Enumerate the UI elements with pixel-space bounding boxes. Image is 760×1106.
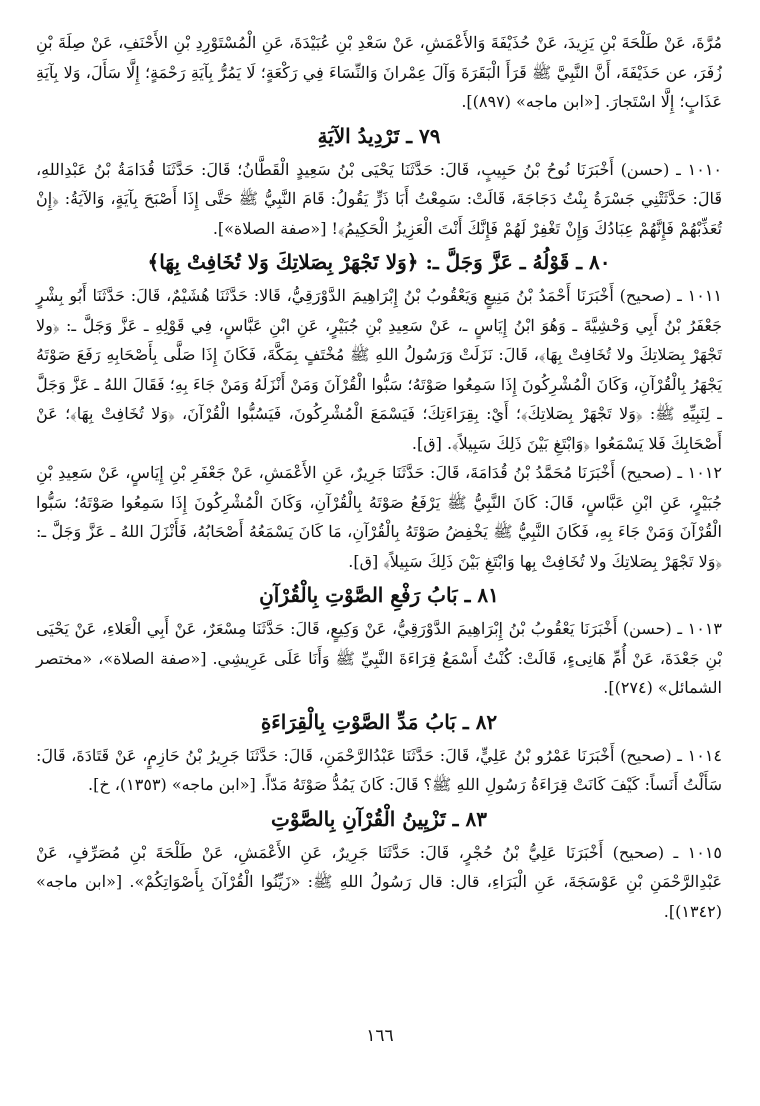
opening-paragraph: مُرَّةَ، عَنْ طَلْحَةَ بْنِ يَزِيدَ، عَنْ حُذَيْفَةَ وَالأَعْمَشِ، عَنْ سَعْدِ بْنِ عُبَيْدَةَ، عَنِ الْمُسْتَوْرِدِ بْنِ الأَحْنَفِ، عَنْ صِلَةَ بْنِ زُفَرَ، عن حَذَيْفَةَ، أَنَّ النَّبِيَّ ﷺ قَرَأَ الْبَقَرَةَ وَآلَ عِمْرانَ وَالنِّسَاءَ فِي رَكْعَةٍ؛ لَا يَمُرُّ بِآيَةِ رَحْمَةٍ؛ إِلَّا سَأَلَ، وَلا بِآيَةِ عَذَابٍ؛ إِلَّا اسْتَجارَ. [«ابن ماجه» (٨٩٧)]. bbox=[36, 33, 722, 111]
section-heading-80: ٨٠ ـ قَوْلُهُ ـ عَزَّ وَجَلَّ ـ: ﴿وَلا تَجْهَرْ بِصَلاتِكَ وَلا تُخَافِتْ بِهَا﴾ bbox=[147, 250, 611, 274]
section-heading-79: ٧٩ ـ تَرْدِيدُ الآيَةِ bbox=[317, 123, 441, 148]
hadith-1011: ١٠١١ ـ (صحيح) أَخْبَرَنَا أَحْمَدُ بْنُ مَنِيعٍ وَيَعْقُوبُ بْنُ إِبْرَاهِيمَ الدَّوْرَقِيُّ، قَالا: حَدَّثَنَا هُشَيْمٌ، قَالَ: حَدَّثَنَا أَبُو بِشْرٍ جَعْفَرُ بْنُ أَبِي وَحْشِيَّةَ ـ وَهُوَ ابْنُ إِيَاسٍ ـ، عَنْ سَعِيدِ بْنِ جُبَيْرٍ، عَنِ ابْنِ عَبَّاسٍ، فِي قَوْلِهِ ـ عَزَّ وَجَلَّ ـ: ﴿ولا تَجْهَرْ بِصَلاتِكَ ولا تُخَافِتْ بِهَا﴾، قَالَ: نَزَلَتْ وَرَسُولُ اللهِ ﷺ مُخْتَفٍ بِمَكَّةَ، فَكَانَ إِذَا صَلَّى بِأَصْحَابِهِ رَفَعَ صَوْتَهُ يَجْهَرُ بِالْقُرْآنِ، وَكَانَ الْمُشْرِكُونَ إِذَا سَمِعُوا صَوْتَهُ؛ سَبُّوا الْقُرْآنَ وَمَنْ أَنْزَلَهُ وَمَنْ جَاءَ بِهِ؛ فَقَالَ اللهُ ـ عَزَّ وَجَلَّ ـ لِنَبِيِّهِ ﷺ: ﴿وَلا تَجْهَرْ بِصَلاتِكَ﴾؛ أَيْ: بِقِرَاءَتِكَ؛ فَيَسْمَعَ الْمُشْرِكُونَ، فَيَسُبُّوا الْقُرْآنَ، ﴿وَلا تُخَافِتْ بِهَا﴾؛ عَنْ أَصْحَابِكَ فَلا يَسْمَعُوا ﴿وَابْتَغِ بَيْنَ ذَلِكَ سَبِيلاً﴾. [ق]. bbox=[36, 286, 723, 453]
section-heading-81: ٨١ ـ بَابُ رَفْعِ الصَّوْتِ بِالْقُرْآنِ bbox=[259, 583, 499, 607]
section-heading-82: ٨٢ ـ بَابُ مَدِّ الصَّوْتِ بِالْقِرَاءَةِ bbox=[260, 709, 498, 734]
hadith-1015: ١٠١٥ ـ (صحيح) أَخْبَرَنَا عَلِيُّ بْنُ حُجْرٍ، قَالَ: حَدَّثَنَا جَرِيرٌ، عَنِ الأَعْمَشِ، عَنْ طَلْحَةَ بْنِ مُصَرِّفٍ، عَنْ عَبْدِالرَّحْمَنِ بْنِ عَوْسَجَةَ، عَنِ الْبَرَاءِ، قال: قال رَسُولُ اللهِ ﷺ: «زَيِّنُوا الْقُرْآنَ بِأَصْوَاتِكُمْ». [«ابن ماجه» (١٣٤٢)]. bbox=[36, 842, 722, 921]
section-heading-83: ٨٣ ـ تَزْيِينُ الْقُرْآنِ بِالصَّوْتِ bbox=[271, 806, 487, 831]
hadith-1012: ١٠١٢ ـ (صحيح) أَخْبَرَنَا مُحَمَّدُ بْنُ قُدَامَةَ، قَالَ: حَدَّثَنَا جَرِيرٌ، عَنِ الأَعْمَشِ، عَنْ جَعْفَرِ بْنِ إِيَاسٍ، عَنْ سَعِيدِ بْنِ جُبَيْرٍ، عَنِ ابْنِ عَبَّاسٍ، قَالَ: كَانَ النَّبِيُّ ﷺ يَرْفَعُ صَوْتَهُ بِالْقُرْآنِ، وَكَانَ الْمُشْرِكُونَ إِذَا سَمِعُوا صَوْتَهُ؛ سَبُّوا الْقُرْآنَ وَمَنْ جَاءَ بِهِ، فَكَانَ النَّبِيُّ ﷺ يَخْفِضُ صَوْتَهُ بِالْقُرْآنِ، مَا كَانَ يَسْمَعُهُ أَصْحَابُهُ، فَأَنْزَلَ اللهُ ـ عَزَّ وَجَلَّ ـ: ﴿وَلا تَجْهَرْ بِصَلاتِكَ ولا تُخَافِتْ بِها وَابْتَغِ بَيْنَ ذَلِكَ سَبِيلاً﴾ [ق]. bbox=[36, 463, 723, 571]
hadith-1014: ١٠١٤ ـ (صحيح) أَخْبَرَنَا عَمْرُو بْنُ عَلِيٍّ، قَالَ: حَدَّثَنَا عَبْدُالرَّحْمَنِ، قَالَ: حَدَّثَنَا جَرِيرُ بْنُ حَازِمٍ، عَنْ قَتَادَةَ، قَالَ: سَأَلْتُ أَنَساً: كَيْفَ كَانَتْ قِرَاءَةُ رَسُولِ اللهِ ﷺ؟ قَالَ: كَانَ يَمُدُّ صَوْتَهُ مَدّاً. [«ابن ماجه» (١٣٥٣)، خ]. bbox=[36, 745, 722, 794]
hadith-1013: ١٠١٣ ـ (حسن) أَخْبَرَنَا يَعْقُوبُ بْنُ إِبْرَاهِيمَ الدَّوْرَقِيُّ، عَنْ وَكِيعٍ، قَالَ: حَدَّثَنَا مِسْعَرٌ، عَنْ أَبِي الْعَلاءِ، عَنْ يَحْيَى بْنِ جَعْدَةَ، عَنْ أُمِّ هَانِىءٍ، قَالَتْ: كُنْتُ أَسْمَعُ قِرَاءَةَ النَّبِيِّ ﷺ وَأَنَا عَلَى عَرِيشِي. [«صفة الصلاة»، «مختصر الشمائل» (٢٧٤)]. bbox=[36, 619, 723, 697]
hadith-1010: ١٠١٠ ـ (حسن) أَخْبَرَنَا نُوحُ بْنُ حَبِيبٍ، قَالَ: حَدَّثَنَا يَحْيَى بْنُ سَعِيدٍ الْقَطَّانُ؛ قَالَ: حَدَّثَنَا قُدَامَةُ بْنُ عَبْدِاللهِ، قَالَ: حَدَّثَتْنِي جَسْرَةُ بِنْتُ دَجَاجَةَ، قَالَتْ: سَمِعْتُ أَبَا ذَرٍّ يَقُولُ: قَامَ النَّبِيُّ ﷺ حَتَّى إِذَا أَصْبَحَ بِآيَةٍ، وَالآيَةُ: ﴿إِنْ تُعَذِّبْهُمْ فَإِنَّهُمْ عِبَادُكَ وَإِنْ تَغْفِرْ لَهُمْ فَإِنَّكَ أَنْتَ الْعَزِيزُ الْحَكِيمُ﴾! [«صفة الصلاة»]. bbox=[36, 159, 723, 238]
page-number: ١٦٦ bbox=[366, 1026, 394, 1046]
